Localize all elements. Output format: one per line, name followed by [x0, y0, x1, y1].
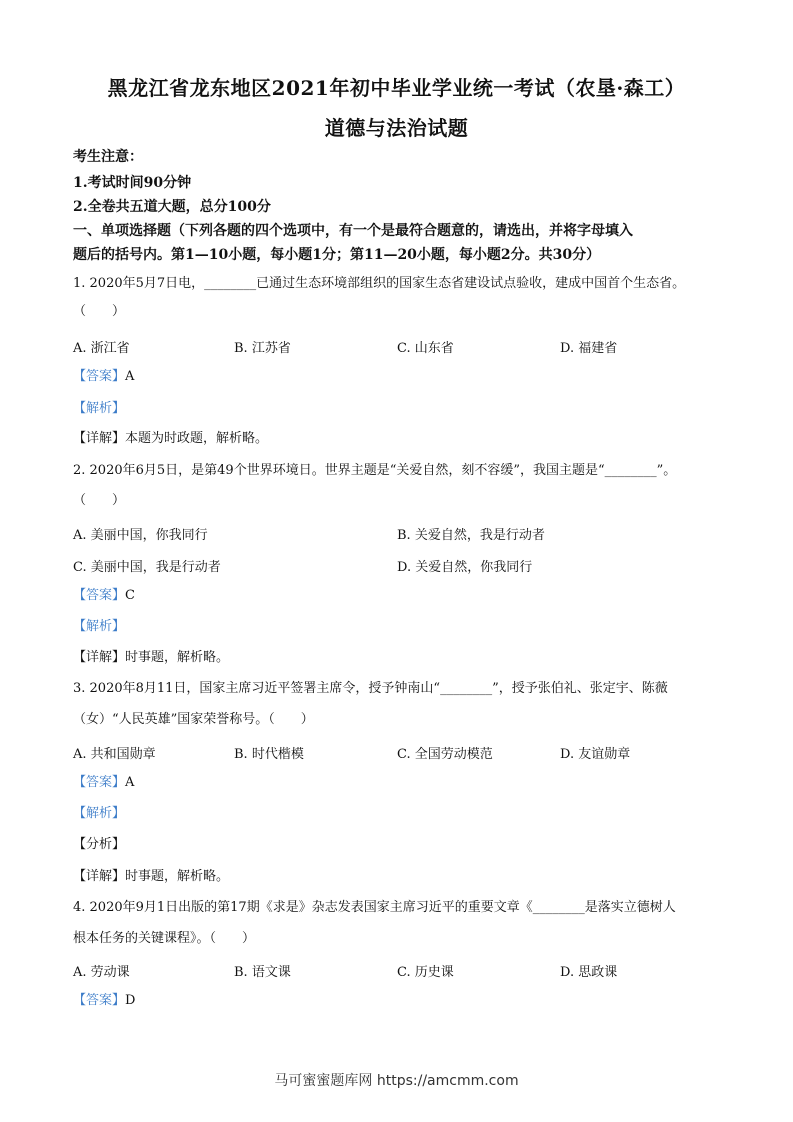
question-3-analysis: 【解析】 — [73, 806, 126, 821]
footer-watermark: 马可蜜蜜题库网 https://amcmm.com — [274, 1073, 519, 1089]
question-2-option-a: A. 美丽中国，你我同行 — [73, 528, 208, 543]
question-3-option-d: D. 友谊勋章 — [560, 747, 631, 762]
question-2-answer — [73, 587, 723, 605]
question-4-stem: 4. 2020年9月1日出版的第17期《求是》杂志发表国家主席习近平的重要文章《________是落实立德树人 — [73, 900, 676, 915]
question-3-answer — [73, 774, 723, 792]
answer-value: D — [125, 993, 136, 1008]
question-4-option-d: D. 思政课 — [560, 965, 618, 980]
question-2-option-b: B. 关爱自然，我是行动者 — [397, 528, 545, 543]
question-2-bracket: （ ） — [73, 493, 126, 508]
exam-subtitle: 道德与法治试题 — [324, 116, 469, 140]
answer-label: 【答案】 — [73, 993, 126, 1008]
answer-value: A — [125, 369, 135, 384]
notice-item-time: 1.考试时间90分钟 — [73, 175, 192, 191]
answer-label: 【答案】 — [73, 588, 126, 603]
answer-label: 【答案】 — [73, 775, 126, 790]
question-1-detail: 【详解】本题为时政题，解析略。 — [73, 431, 269, 446]
exam-title: 黑龙江省龙东地区2021年初中毕业学业统一考试（农垦·森工） — [107, 76, 686, 100]
question-1-answer — [73, 368, 723, 386]
question-2-stem: 2. 2020年6月5日，是第49个世界环境日。世界主题是“关爱自然，刻不容缓”，我国主题是“________”。 — [73, 463, 677, 478]
question-1-option-d: D. 福建省 — [560, 341, 618, 356]
question-1-bracket: （ ） — [73, 304, 126, 319]
question-3-stem: 3. 2020年8月11日，国家主席习近平签署主席令，授予钟南山“________”，授予张伯礼、张定宇、陈薇 — [73, 681, 668, 696]
question-1-option-a: A. 浙江省 — [73, 341, 130, 356]
question-2-option-c: C. 美丽中国，我是行动者 — [73, 560, 221, 575]
question-2-analysis: 【解析】 — [73, 619, 126, 634]
question-2-option-d: D. 关爱自然，你我同行 — [397, 560, 533, 575]
question-3-fenxi: 【分析】 — [73, 837, 126, 852]
question-3-stem-cont: （女）“人民英雄”国家荣誉称号。（ ） — [73, 712, 314, 727]
section-heading-line1: 一、单项选择题（下列各题的四个选项中，有一个是最符合题意的，请选出，并将字母填入 — [73, 223, 633, 239]
answer-value: A — [125, 775, 135, 790]
question-3-detail: 【详解】时事题，解析略。 — [73, 869, 230, 884]
question-1-analysis: 【解析】 — [73, 401, 126, 416]
question-4-stem-cont: 根本任务的关键课程》。（ ） — [73, 931, 256, 946]
question-3-option-b: B. 时代楷模 — [234, 747, 304, 762]
question-3-option-a: A. 共和国勋章 — [73, 747, 156, 762]
notice-item-score: 2.全卷共五道大题，总分100分 — [73, 199, 271, 215]
question-1-stem: 1. 2020年5月7日电，________已通过生态环境部组织的国家生态省建设试点验收，建成中国首个生态省。 — [73, 276, 686, 291]
question-1-option-c: C. 山东省 — [397, 341, 454, 356]
question-3-option-c: C. 全国劳动模范 — [397, 747, 493, 762]
answer-value: C — [125, 588, 135, 603]
question-4-answer — [73, 992, 723, 1010]
question-1-option-b: B. 江苏省 — [234, 341, 291, 356]
question-4-option-a: A. 劳动课 — [73, 965, 130, 980]
question-4-option-b: B. 语文课 — [234, 965, 291, 980]
answer-label: 【答案】 — [73, 369, 126, 384]
section-heading-line2: 题后的括号内。第1—10小题，每小题1分；第11—20小题，每小题2分。共30分） — [73, 247, 601, 263]
question-2-detail: 【详解】时事题，解析略。 — [73, 650, 230, 665]
notice-heading: 考生注意： — [73, 149, 143, 165]
question-4-option-c: C. 历史课 — [397, 965, 454, 980]
